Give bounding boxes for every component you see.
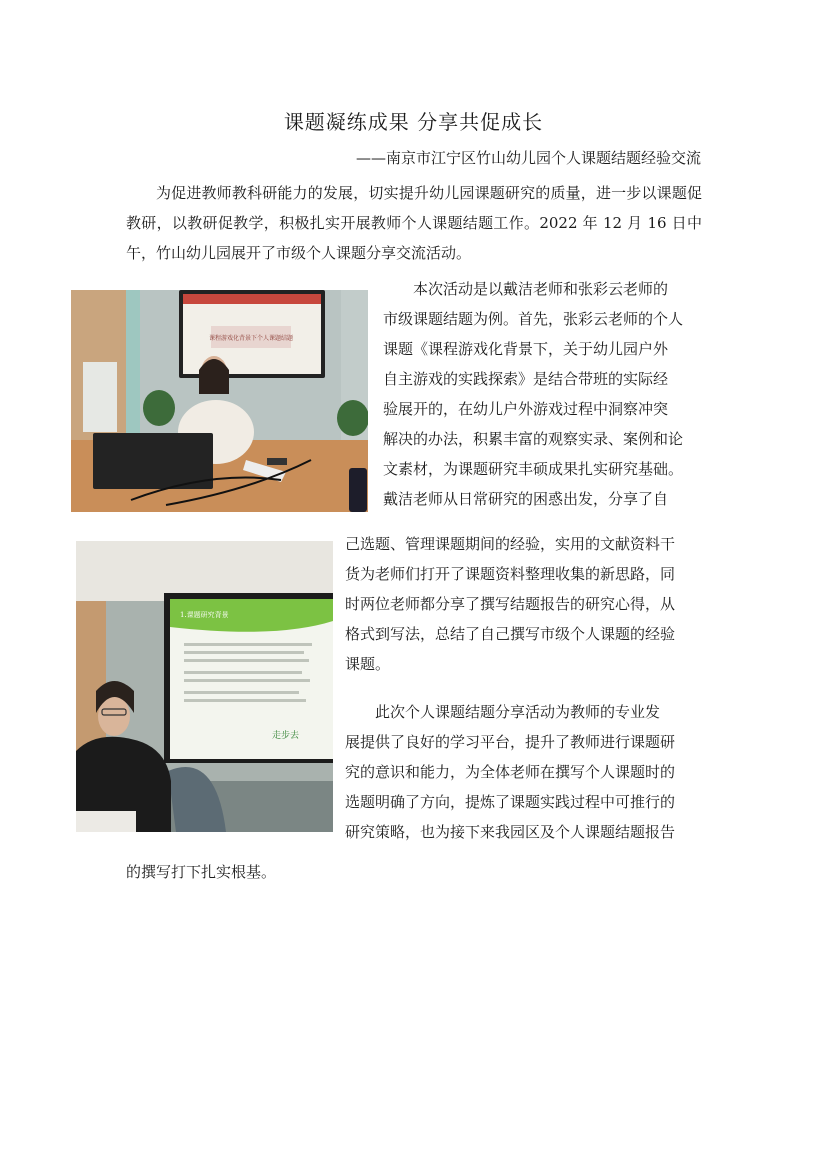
paragraph-conclusion-line: 此次个人课题结题分享活动为教师的专业发 [375,703,661,721]
paragraph-conclusion-line: 选题明确了方向，提炼了课题实践过程中可推行的 [345,793,676,811]
paragraph-activity-continued [345,529,703,679]
paragraph-activity-line: 自主游戏的实践探索》是结合带班的实际经 [383,370,669,388]
page-subtitle: ——南京市江宁区竹山幼儿园个人课题结题经验交流 [355,149,701,167]
photo1-screen-text: 课程游戏化背景下个人课题结题 [208,335,294,342]
paragraph-activity-line: 课题。 [345,655,391,673]
paragraph-conclusion-line: 展提供了良好的学习平台，提升了教师进行课题研 [345,733,676,751]
paragraph-activity [383,274,703,514]
paragraph-activity-line: 市级课题结题为例。首先，张彩云老师的个人 [383,310,684,328]
photo-teacher-presenting [71,290,368,512]
photo2-screen-text: 1.课题研究背景 [180,611,229,619]
paragraph-intro: 为促进教师教科研能力的发展，切实提升幼儿园课题研究的质量，进一步以课题促教研，以教研促教学，积极扎实开展教师个人课题结题工作。2022 年 12 月 16 日中午，竹山幼儿园展开了市级个人课题分享交流活动。 [126,184,702,262]
paragraph-activity-line: 戴洁老师从日常研究的困惑出发，分享了自 [383,490,669,508]
paragraph-conclusion-line: 究的意识和能力，为全体老师在撰写个人课题时的 [345,763,676,781]
paragraph-activity-line: 文素材，为课题研究丰硕成果扎实研究基础。 [383,460,684,478]
paragraph-activity-line: 课题《课程游戏化背景下，关于幼儿园户外 [383,340,669,358]
paragraph-activity-line: 格式到写法，总结了自己撰写市级个人课题的经验 [345,625,676,643]
paragraph-activity-line: 己选题、管理课题期间的经验，实用的文献资料干 [345,535,676,553]
photo2-logo-text: 走步去 [272,731,300,741]
photo-teacher-sharing [76,541,333,832]
paragraph-activity-line: 时两位老师都分享了撰写结题报告的研究心得，从 [345,595,676,613]
paragraph-activity-line: 本次活动是以戴洁老师和张彩云老师的 [413,280,669,298]
paragraph-conclusion-line: 研究策略，也为接下来我园区及个人课题结题报告 [345,823,676,841]
paragraph-activity-line: 验展开的，在幼儿户外游戏过程中洞察冲突 [383,400,669,418]
paragraph-conclusion-line: 的撰写打下扎实根基。 [126,863,277,881]
paragraph-activity-line: 货为老师们打开了课题资料整理收集的新思路，同 [345,565,676,583]
paragraph-conclusion [345,697,703,847]
paragraph-activity-line: 解决的办法，积累丰富的观察实录、案例和论 [383,430,684,448]
page-title: 课题凝练成果 分享共促成长 [283,110,544,134]
paragraph-conclusion-end [126,857,702,887]
